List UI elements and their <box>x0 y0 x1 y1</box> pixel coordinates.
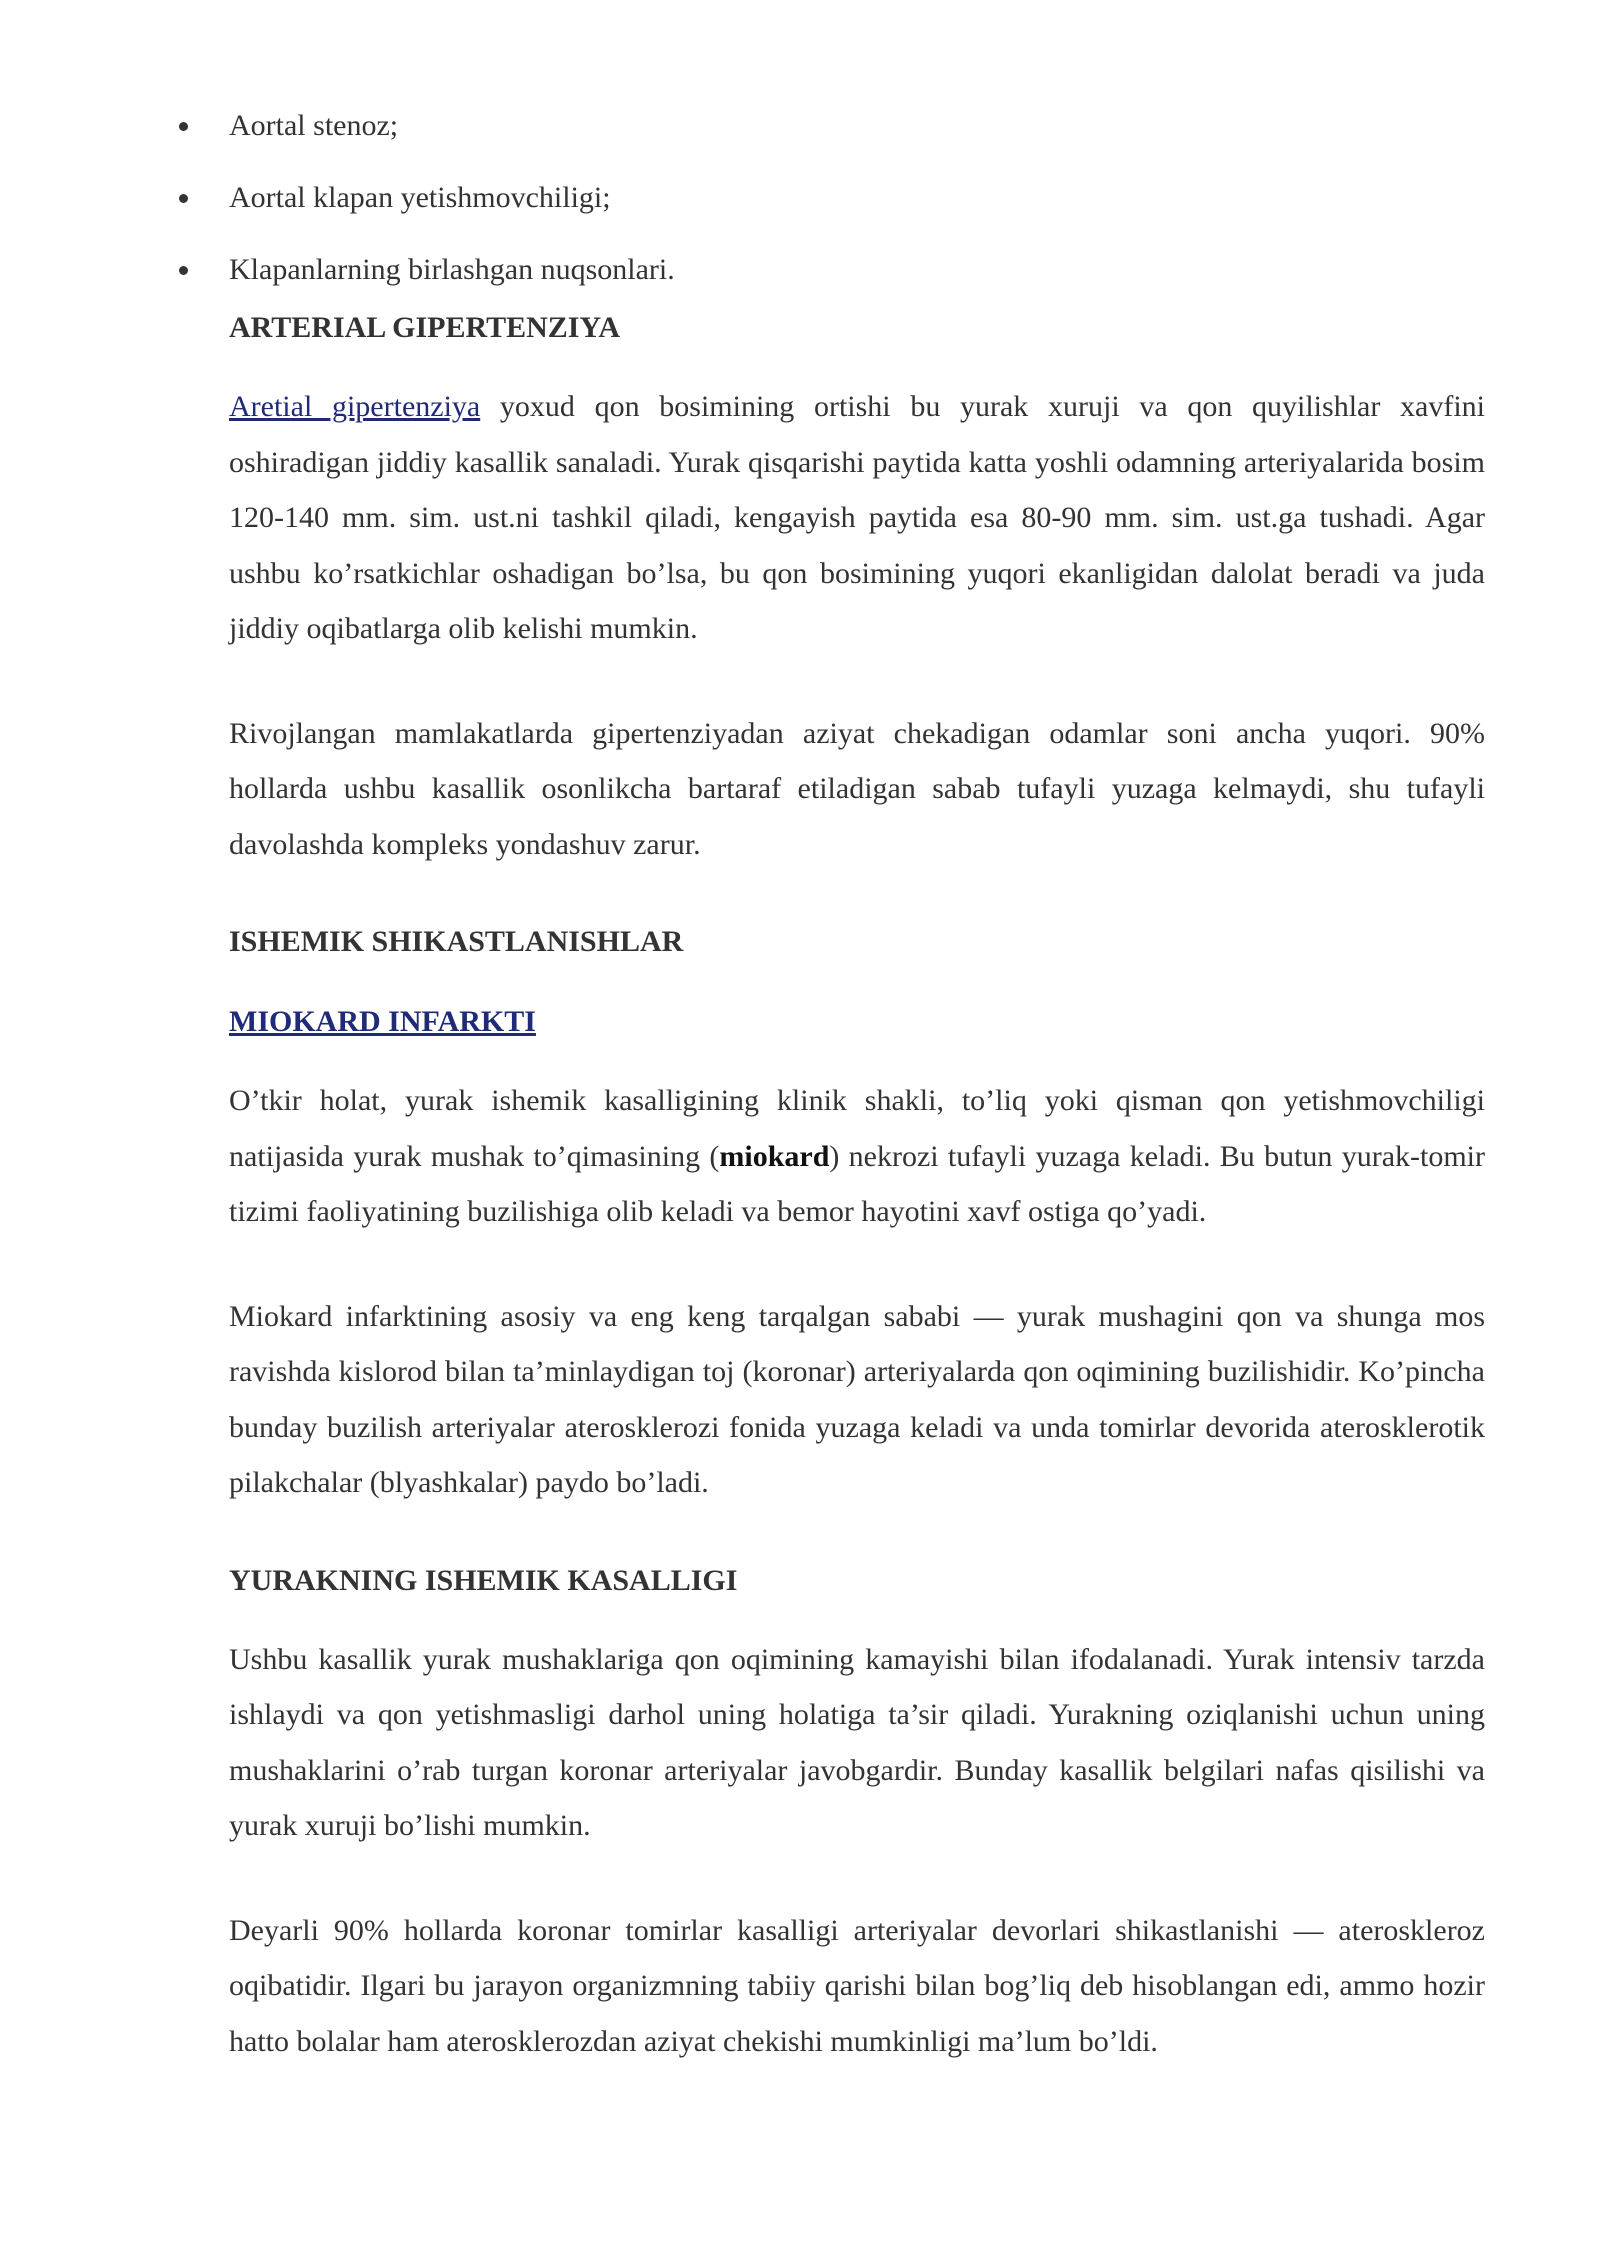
paragraph-yurak-1: Ushbu kasallik yurak mushaklariga qon oqimining kamayishi bilan ifodalanadi. Yurak intensiv tarzda ishlaydi va qon yetishmasligi darhol uning holatiga ta’sir qiladi. Yurakning oziqlanishi uchun uning mushaklarini o’rab turgan koronar arteriyalar javobgardir. Bunday kasallik belgilari nafas qisilishi va yurak xuruji bo’lishi mumkin. <box>229 1642 1485 1842</box>
paragraph-yurak-2: Deyarli 90% hollarda koronar tomirlar kasalligi arteriyalar devorlari shikastlanishi — ateroskleroz oqibatidir. Ilgari bu jarayon organizmning tabiiy qarishi bilan bog’liq deb hisoblangan edi, ammo hozir hatto bolalar ham aterosklerozdan aziyat chekishi mumkinligi ma’lum bo’ldi. <box>229 1913 1485 2058</box>
paragraph-arterial-2: Rivojlangan mamlakatlarda gipertenziyadan aziyat chekadigan odamlar soni ancha yuqori. 90% hollarda ushbu kasallik osonlikcha bartaraf etiladigan sabab tufayli yuzaga kelmaydi, shu tufayli davolashda kompleks yondashuv zarur. <box>229 716 1485 861</box>
bullet-icon <box>179 266 188 275</box>
list-item: Aortal klapan yetishmovchiligi; <box>229 162 1485 234</box>
bullet-icon <box>179 122 188 131</box>
arterial-hypertension-link[interactable]: Aretial gipertenziya <box>229 390 481 423</box>
bullet-icon <box>179 194 188 203</box>
paragraph-arterial-1: Aretial gipertenziya yoxud qon bosimining ortishi bu yurak xuruji va qon quyilishlar xavfini oshiradigan jiddiy kasallik sanaladi. Yurak qisqarishi paytida katta yoshli odamning arteriyalarida bosim 120-140 mm. sim. ust.ni tashkil qiladi, kengayish paytida esa 80-90 mm. sim. ust.ga tushadi. Agar ushbu ko’rsatkichlar oshadigan bo’lsa, bu qon bosimining yuqori ekanligidan dalolat beradi va juda jiddiy oqibatlarga olib kelishi mumkin. <box>229 390 1485 645</box>
section-heading-ishemik: ISHEMIK SHIKASTLANISHLAR <box>229 925 684 958</box>
section-heading-arterial: ARTERIAL GIPERTENZIYA <box>229 311 621 344</box>
list-item: Klapanlarning birlashgan nuqsonlari. <box>229 234 1485 306</box>
myocardial-infarction-link[interactable]: MIOKARD INFARKTI <box>229 1005 536 1038</box>
valve-defects-list <box>229 90 1485 306</box>
paragraph-ishemik-1: O’tkir holat, yurak ishemik kasalligining klinik shakli, to’liq yoki qisman qon yetishmovchiligi natijasida yurak mushak to’qimasining (miokard) nekrozi tufayli yuzaga keladi. Bu butun yurak-tomir tizimi faoliyatining buzilishiga olib keladi va bemor hayotini xavf ostiga qo’yadi. <box>229 1084 1485 1228</box>
section-heading-yurak: YURAKNING ISHEMIK KASALLIGI <box>229 1563 738 1597</box>
paragraph-ishemik-2: Miokard infarktining asosiy va eng keng tarqalgan sababi — yurak mushagini qon va shunga mos ravishda kislorod bilan ta’minlaydigan toj (koronar) arteriyalarda qon oqimining buzilishidir. Ko’pincha bunday buzilish arteriyalar aterosklerozi fonida yuzaga keladi va unda tomirlar devorida aterosklerotik pilakchalar (blyashkalar) paydo bo’ladi. <box>229 1299 1485 1499</box>
subheading-container <box>229 1002 1485 1042</box>
miokard-bold: miokard <box>719 1139 830 1173</box>
document-page <box>229 90 1485 2069</box>
list-item: Aortal stenoz; <box>229 90 1485 162</box>
